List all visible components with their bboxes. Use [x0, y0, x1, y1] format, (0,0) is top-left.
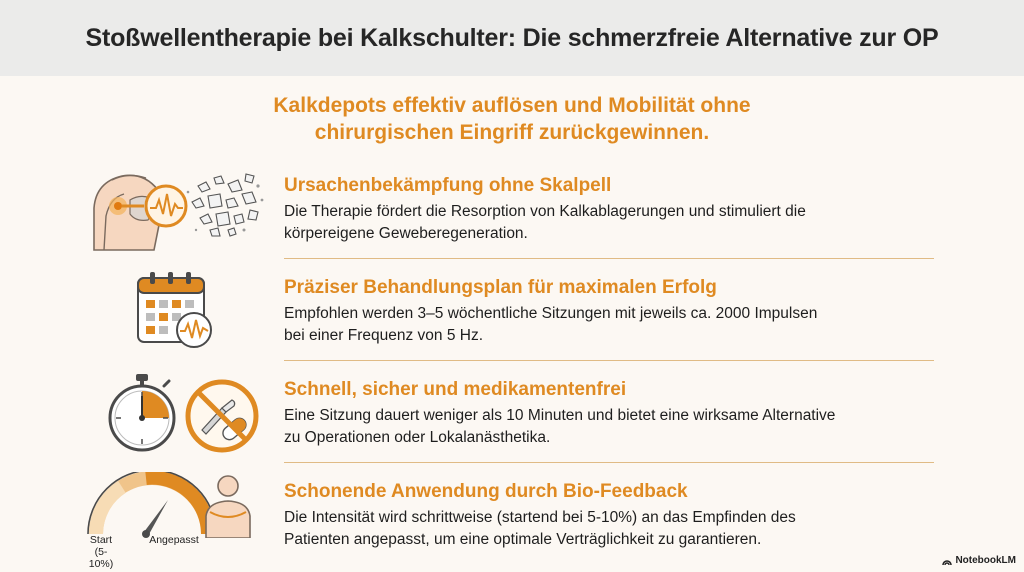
description-line: Die Intensität wird schrittweise (startend bei 5-10%) an das Empfinden des	[284, 509, 796, 526]
section-treatment-plan-text	[284, 276, 924, 347]
section-title: Schonende Anwendung durch Bio-Feedback	[284, 481, 688, 502]
shoulder-shockwave-icon	[88, 164, 268, 252]
section-description	[284, 303, 924, 347]
notebooklm-logo-icon	[942, 557, 952, 565]
gauge-start-range: (5-10%)	[88, 546, 114, 570]
gauge-start-label	[86, 534, 116, 570]
gauge-end-label: Angepasst	[149, 534, 199, 546]
section-biofeedback	[0, 466, 1024, 572]
divider	[284, 258, 934, 259]
page-title: Stoßwellentherapie bei Kalkschulter: Die schmerzfreie Alternative zur OP	[85, 23, 939, 52]
section-biofeedback-text	[284, 480, 924, 551]
section-causes-text	[284, 174, 924, 245]
divider	[284, 462, 934, 463]
section-treatment-plan	[0, 262, 1024, 362]
description-line: körpereigene Geweberegeneration.	[284, 225, 528, 242]
description-line: bei einer Frequenz von 5 Hz.	[284, 327, 484, 344]
section-title: Ursachenbekämpfung ohne Skalpell	[284, 175, 612, 196]
description-line: Eine Sitzung dauert weniger als 10 Minuten und bietet eine wirksame Alternative	[284, 407, 836, 424]
brand-label: NotebookLM	[955, 555, 1016, 566]
stopwatch-no-surgery-icon	[106, 372, 262, 456]
subtitle-line-1: Kalkdepots effektiv auflösen und Mobilität ohne	[273, 94, 751, 117]
intensity-gauge-icon	[86, 472, 266, 570]
description-line: Patienten angepasst, um eine optimale Verträglichkeit zu garantieren.	[284, 531, 762, 548]
description-line: zu Operationen oder Lokalanästhetika.	[284, 429, 551, 446]
subtitle	[0, 92, 1024, 146]
divider	[284, 360, 934, 361]
brand-watermark	[942, 555, 1016, 566]
header-bar	[0, 0, 1024, 76]
section-causes	[0, 160, 1024, 260]
section-description	[284, 507, 924, 551]
description-line: Die Therapie fördert die Resorption von Kalkablagerungen und stimuliert die	[284, 203, 806, 220]
section-description	[284, 405, 924, 449]
section-fast-safe	[0, 364, 1024, 464]
section-description	[284, 201, 924, 245]
section-fast-safe-text	[284, 378, 924, 449]
section-title: Präziser Behandlungsplan für maximalen Erfolg	[284, 277, 717, 298]
section-title: Schnell, sicher und medikamentenfrei	[284, 379, 627, 400]
gauge-start-text: Start	[89, 534, 113, 546]
subtitle-line-2: chirurgischen Eingriff zurückgewinnen.	[314, 121, 710, 144]
calendar-icon	[134, 268, 218, 352]
description-line: Empfohlen werden 3–5 wöchentliche Sitzungen mit jeweils ca. 2000 Impulsen	[284, 305, 818, 322]
